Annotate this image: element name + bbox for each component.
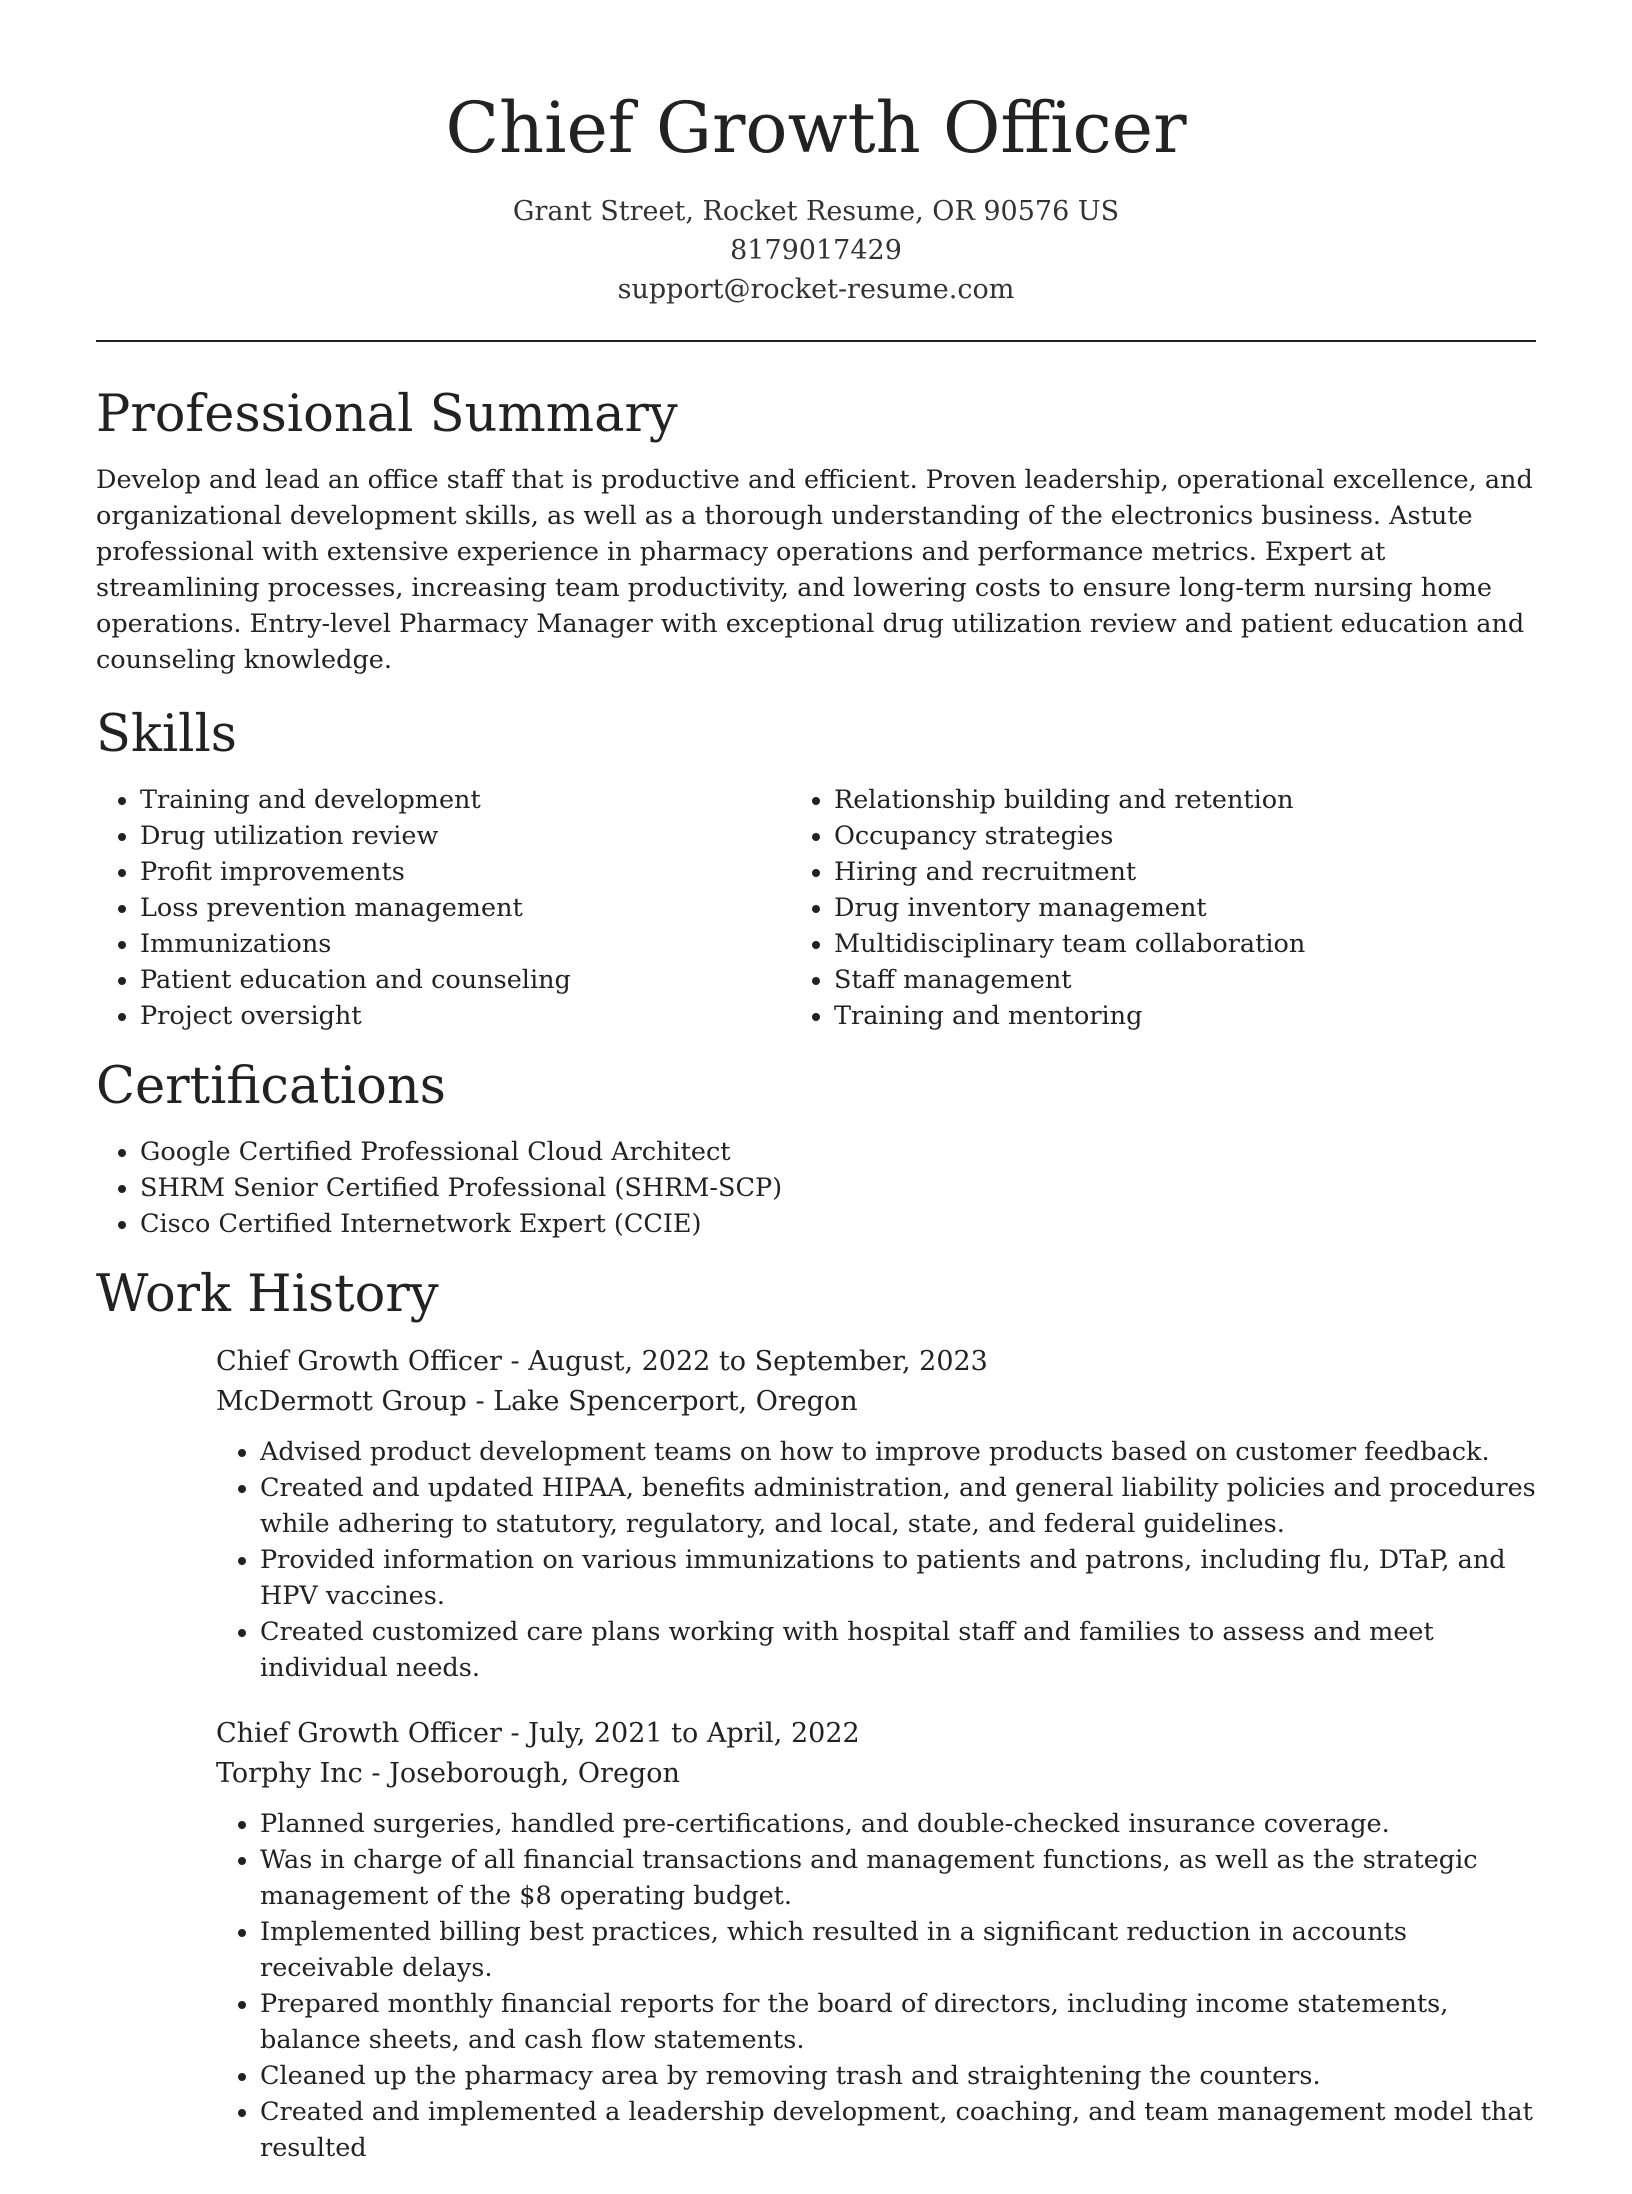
- contact-block: [0, 192, 1632, 309]
- resume-header: [0, 0, 1632, 309]
- resume-name: Chief Growth Officer: [445, 87, 1187, 169]
- job-title: Chief Growth Officer: [216, 1718, 502, 1749]
- job-location: Joseborough, Oregon: [389, 1758, 680, 1789]
- resume-body: [96, 380, 1536, 2194]
- job-bullets: [216, 1434, 1536, 1686]
- work-history-section: [96, 1260, 1536, 2166]
- job-company: Torphy Inc: [216, 1758, 363, 1789]
- job-bullet: • Implemented billing best practices, which resulted in a significant reduction in accounts receivable delays.: [260, 1914, 1536, 1986]
- contact-address: Grant Street, Rocket Resume, OR 90576 US: [512, 196, 1120, 227]
- certification-item: • Google Certified Professional Cloud Architect: [140, 1134, 1536, 1170]
- certifications-section: [96, 1052, 1536, 1242]
- job-bullet: • Created and updated HIPAA, benefits administration, and general liability policies and procedures while adhering to statutory, regulatory, and local, state, and federal guidelines.: [260, 1470, 1536, 1542]
- job-entry: [216, 1342, 1536, 1686]
- certifications-list: [96, 1134, 1536, 1242]
- job-location: Lake Spencerport, Oregon: [493, 1386, 858, 1417]
- job-dates: August, 2022 to September, 2023: [528, 1346, 988, 1377]
- certifications-heading: Certifications: [96, 1057, 446, 1116]
- job-title: Chief Growth Officer: [216, 1346, 502, 1377]
- job-bullets: [216, 1806, 1536, 2166]
- skill-item: • Project oversight: [140, 998, 790, 1034]
- job-dates: July, 2021 to April, 2022: [528, 1718, 860, 1749]
- skill-item: • Immunizations: [140, 926, 790, 962]
- job-title-line: Chief Growth Officer - August, 2022 to September, 2023: [216, 1346, 988, 1377]
- job-bullet: • Created customized care plans working with hospital staff and families to assess and meet individual needs.: [260, 1614, 1536, 1686]
- job-bullet: • Created and implemented a leadership development, coaching, and team management model that resulted: [260, 2094, 1536, 2166]
- job-bullet: • Planned surgeries, handled pre-certifications, and double-checked insurance coverage.: [260, 1806, 1536, 1842]
- skill-item: • Training and mentoring: [834, 998, 1484, 1034]
- skill-item: • Profit improvements: [140, 854, 790, 890]
- skill-item: • Training and development: [140, 782, 790, 818]
- skills-right-list: [790, 782, 1484, 1034]
- job-title-line: Chief Growth Officer - July, 2021 to April, 2022: [216, 1718, 860, 1749]
- header-divider: [96, 340, 1536, 342]
- job-entry: [216, 1714, 1536, 2166]
- job-bullet: • Provided information on various immunizations to patients and patrons, including flu, DTaP, and HPV vaccines.: [260, 1542, 1536, 1614]
- skills-left-list: [96, 782, 790, 1034]
- certification-item: • Cisco Certified Internetwork Expert (CCIE): [140, 1206, 1536, 1242]
- job-bullet: • Cleaned up the pharmacy area by removing trash and straightening the counters.: [260, 2058, 1536, 2094]
- skill-item: • Drug utilization review: [140, 818, 790, 854]
- job-company-line: McDermott Group - Lake Spencerport, Oregon: [216, 1386, 858, 1417]
- certification-item: • SHRM Senior Certified Professional (SHRM-SCP): [140, 1170, 1536, 1206]
- contact-email: support@rocket-resume.com: [617, 274, 1015, 305]
- skills-heading: Skills: [96, 705, 237, 764]
- contact-phone: 8179017429: [730, 235, 902, 266]
- skills-section: [96, 700, 1536, 1034]
- skill-item: • Loss prevention management: [140, 890, 790, 926]
- job-bullet: • Advised product development teams on how to improve products based on customer feedback.: [260, 1434, 1536, 1470]
- skill-item: • Relationship building and retention: [834, 782, 1484, 818]
- job-company-line: Torphy Inc - Joseborough, Oregon: [216, 1758, 680, 1789]
- summary-section: [96, 380, 1536, 678]
- skill-item: • Staff management: [834, 962, 1484, 998]
- job-bullet: • Was in charge of all financial transactions and management functions, as well as the strategic management of the $8 operating budget.: [260, 1842, 1536, 1914]
- summary-text: Develop and lead an office staff that is productive and efficient. Proven leadership, operational excellence, and organizational development skills, as well as a thorough understanding of the electronics business. Astute professional with extensive experience in pharmacy operations and performance metrics. Expert at streamlining processes, increasing team productivity, and lowering costs to ensure long-term nursing home operations. Entry-level Pharmacy Manager with exceptional drug utilization review and patient education and counseling knowledge.: [96, 465, 1533, 675]
- work-history-heading: Work History: [96, 1265, 439, 1324]
- skill-item: • Hiring and recruitment: [834, 854, 1484, 890]
- summary-heading: Professional Summary: [96, 385, 678, 444]
- job-company: McDermott Group: [216, 1386, 467, 1417]
- job-bullet: • Prepared monthly financial reports for the board of directors, including income statements, balance sheets, and cash flow statements.: [260, 1986, 1536, 2058]
- skill-item: • Occupancy strategies: [834, 818, 1484, 854]
- skills-columns: [96, 782, 1536, 1034]
- skill-item: • Drug inventory management: [834, 890, 1484, 926]
- skill-item: • Multidisciplinary team collaboration: [834, 926, 1484, 962]
- skill-item: • Patient education and counseling: [140, 962, 790, 998]
